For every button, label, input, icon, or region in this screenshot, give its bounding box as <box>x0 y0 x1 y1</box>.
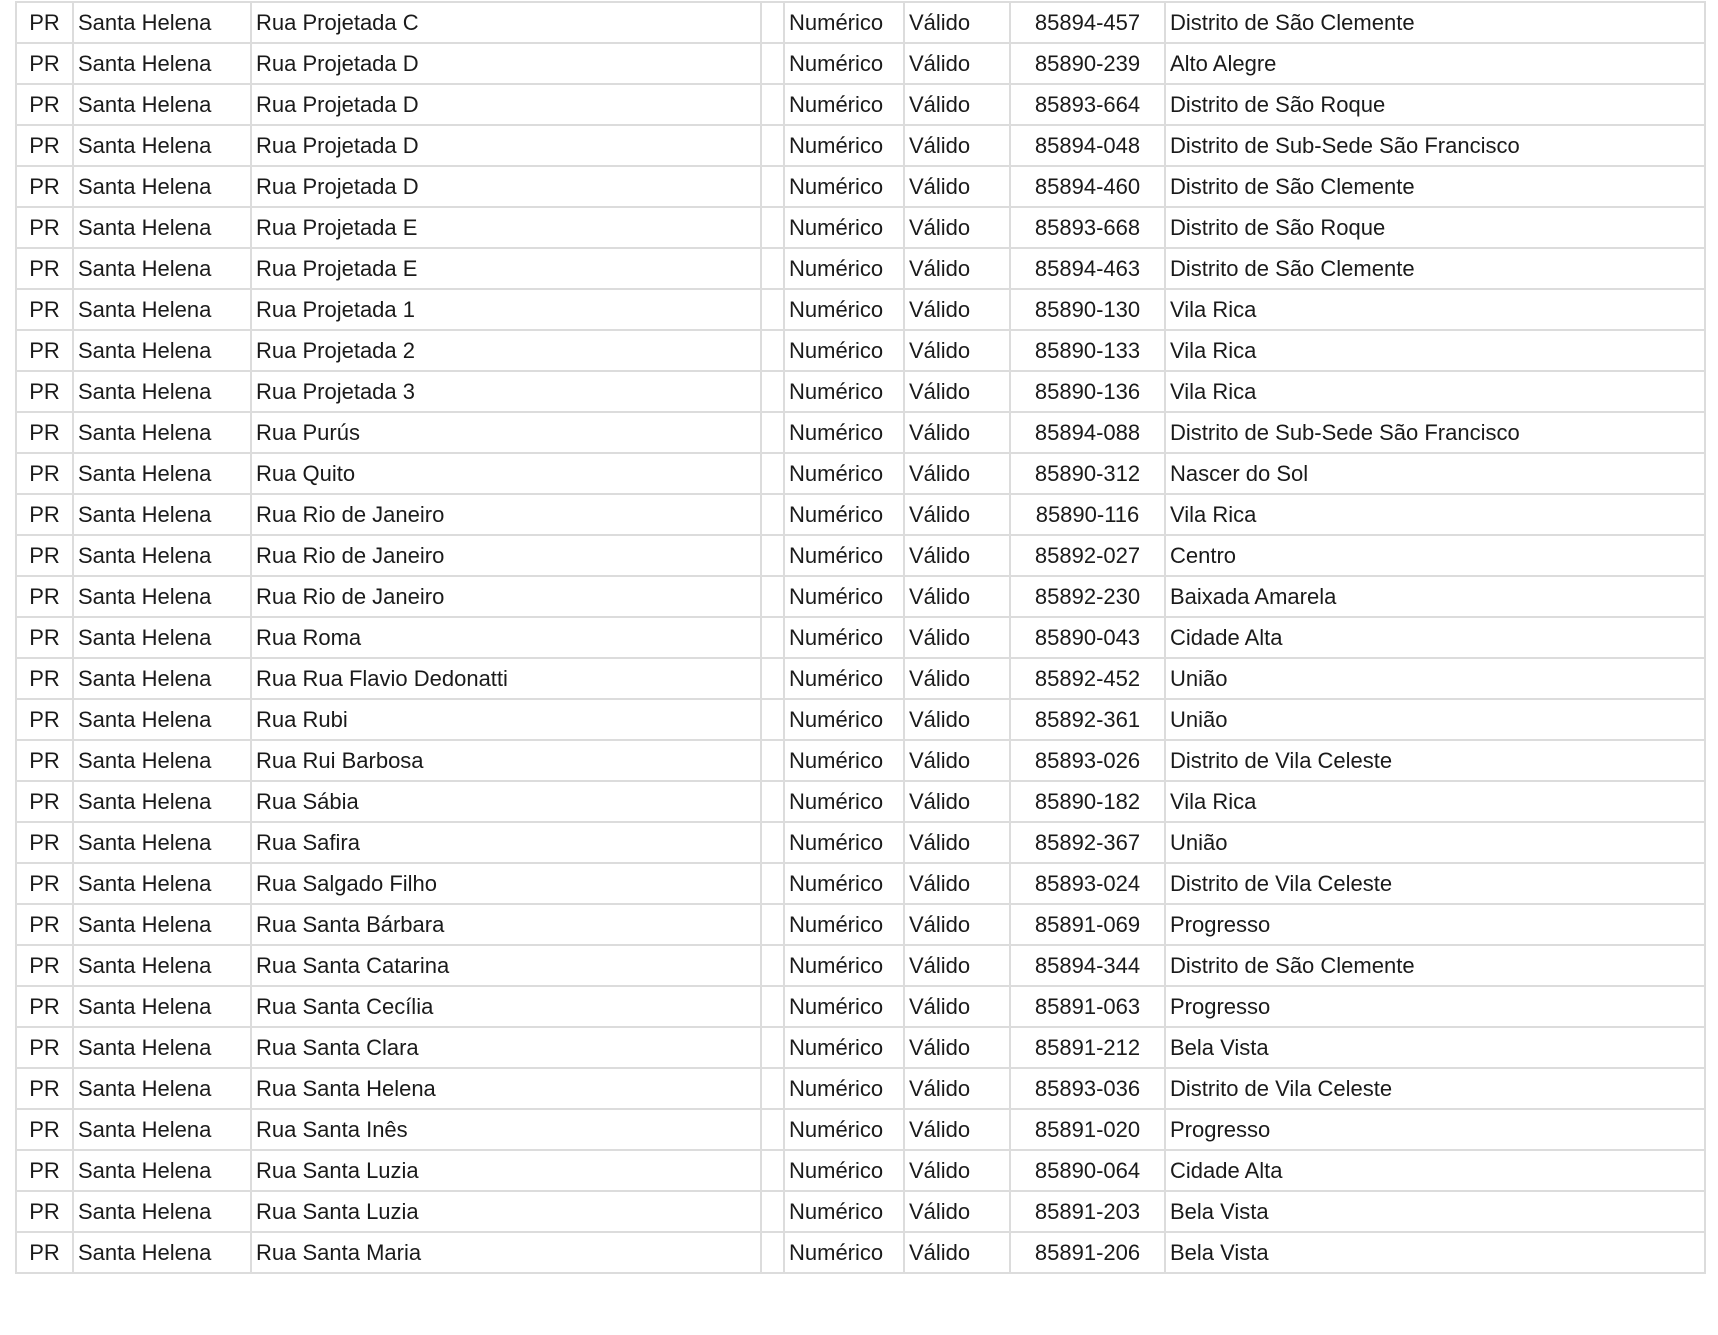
bairro-cell: Distrito de São Clemente <box>1165 945 1705 986</box>
cidade-cell: Santa Helena <box>73 986 251 1027</box>
cidade-cell: Santa Helena <box>73 125 251 166</box>
cep-cell: 85894-344 <box>1010 945 1165 986</box>
uf-cell: PR <box>16 904 73 945</box>
logradouro-cell: Rua Quito <box>251 453 761 494</box>
cep-cell: 85890-116 <box>1010 494 1165 535</box>
uf-cell: PR <box>16 166 73 207</box>
situacao-cell: Válido <box>904 248 1010 289</box>
uf-cell: PR <box>16 576 73 617</box>
complemento-cell <box>761 1109 784 1150</box>
logradouro-cell: Rua Rio de Janeiro <box>251 535 761 576</box>
cidade-cell: Santa Helena <box>73 1109 251 1150</box>
cidade-cell: Santa Helena <box>73 1027 251 1068</box>
logradouro-cell: Rua Santa Luzia <box>251 1150 761 1191</box>
situacao-cell: Válido <box>904 125 1010 166</box>
complemento-cell <box>761 412 784 453</box>
bairro-cell: Distrito de São Clemente <box>1165 248 1705 289</box>
logradouro-cell: Rua Santa Clara <box>251 1027 761 1068</box>
logradouro-cell: Rua Projetada D <box>251 125 761 166</box>
situacao-cell: Válido <box>904 207 1010 248</box>
uf-cell: PR <box>16 412 73 453</box>
logradouro-cell: Rua Projetada D <box>251 166 761 207</box>
logradouro-cell: Rua Roma <box>251 617 761 658</box>
complemento-cell <box>761 248 784 289</box>
situacao-cell: Válido <box>904 740 1010 781</box>
bairro-cell: União <box>1165 658 1705 699</box>
cidade-cell: Santa Helena <box>73 822 251 863</box>
uf-cell: PR <box>16 699 73 740</box>
bairro-cell: União <box>1165 822 1705 863</box>
tipo-cell: Numérico <box>784 863 904 904</box>
logradouro-cell: Rua Salgado Filho <box>251 863 761 904</box>
cidade-cell: Santa Helena <box>73 863 251 904</box>
logradouro-cell: Rua Santa Bárbara <box>251 904 761 945</box>
complemento-cell <box>761 740 784 781</box>
bairro-cell: Progresso <box>1165 1109 1705 1150</box>
cep-cell: 85892-027 <box>1010 535 1165 576</box>
tipo-cell: Numérico <box>784 1068 904 1109</box>
cidade-cell: Santa Helena <box>73 617 251 658</box>
table-row <box>16 1191 1705 1232</box>
uf-cell: PR <box>16 1232 73 1273</box>
tipo-cell: Numérico <box>784 822 904 863</box>
bairro-cell: Distrito de São Roque <box>1165 84 1705 125</box>
bairro-cell: Progresso <box>1165 986 1705 1027</box>
cep-cell: 85894-048 <box>1010 125 1165 166</box>
complemento-cell <box>761 207 784 248</box>
complemento-cell <box>761 166 784 207</box>
logradouro-cell: Rua Safira <box>251 822 761 863</box>
cidade-cell: Santa Helena <box>73 1150 251 1191</box>
logradouro-cell: Rua Projetada 2 <box>251 330 761 371</box>
cidade-cell: Santa Helena <box>73 576 251 617</box>
table-row <box>16 535 1705 576</box>
table-row <box>16 740 1705 781</box>
table-row <box>16 699 1705 740</box>
complemento-cell <box>761 371 784 412</box>
bairro-cell: Distrito de Vila Celeste <box>1165 740 1705 781</box>
complemento-cell <box>761 494 784 535</box>
cep-cell: 85893-668 <box>1010 207 1165 248</box>
cidade-cell: Santa Helena <box>73 781 251 822</box>
uf-cell: PR <box>16 863 73 904</box>
complemento-cell <box>761 576 784 617</box>
logradouro-cell: Rua Santa Cecília <box>251 986 761 1027</box>
uf-cell: PR <box>16 207 73 248</box>
situacao-cell: Válido <box>904 1150 1010 1191</box>
cep-cell: 85893-036 <box>1010 1068 1165 1109</box>
situacao-cell: Válido <box>904 43 1010 84</box>
complemento-cell <box>761 658 784 699</box>
logradouro-cell: Rua Projetada 3 <box>251 371 761 412</box>
table-row <box>16 1150 1705 1191</box>
situacao-cell: Válido <box>904 412 1010 453</box>
bairro-cell: Alto Alegre <box>1165 43 1705 84</box>
bairro-cell: Centro <box>1165 535 1705 576</box>
tipo-cell: Numérico <box>784 945 904 986</box>
uf-cell: PR <box>16 617 73 658</box>
cidade-cell: Santa Helena <box>73 535 251 576</box>
logradouro-cell: Rua Projetada D <box>251 84 761 125</box>
bairro-cell: Distrito de Sub-Sede São Francisco <box>1165 412 1705 453</box>
logradouro-cell: Rua Rubi <box>251 699 761 740</box>
bairro-cell: Cidade Alta <box>1165 1150 1705 1191</box>
cep-cell: 85891-069 <box>1010 904 1165 945</box>
situacao-cell: Válido <box>904 371 1010 412</box>
complemento-cell <box>761 84 784 125</box>
tipo-cell: Numérico <box>784 1109 904 1150</box>
table-row <box>16 84 1705 125</box>
logradouro-cell: Rua Rui Barbosa <box>251 740 761 781</box>
table-row <box>16 1232 1705 1273</box>
bairro-cell: Cidade Alta <box>1165 617 1705 658</box>
complemento-cell <box>761 535 784 576</box>
table-row <box>16 658 1705 699</box>
cep-listing-sheet <box>15 1 1706 1274</box>
logradouro-cell: Rua Rio de Janeiro <box>251 576 761 617</box>
cep-cell: 85890-136 <box>1010 371 1165 412</box>
situacao-cell: Válido <box>904 84 1010 125</box>
cep-cell: 85893-664 <box>1010 84 1165 125</box>
table-row <box>16 1109 1705 1150</box>
cidade-cell: Santa Helena <box>73 84 251 125</box>
uf-cell: PR <box>16 289 73 330</box>
tipo-cell: Numérico <box>784 740 904 781</box>
logradouro-cell: Rua Rua Flavio Dedonatti <box>251 658 761 699</box>
tipo-cell: Numérico <box>784 289 904 330</box>
complemento-cell <box>761 453 784 494</box>
uf-cell: PR <box>16 371 73 412</box>
bairro-cell: Distrito de São Roque <box>1165 207 1705 248</box>
cep-cell: 85890-133 <box>1010 330 1165 371</box>
bairro-cell: Vila Rica <box>1165 330 1705 371</box>
cidade-cell: Santa Helena <box>73 289 251 330</box>
cep-cell: 85890-130 <box>1010 289 1165 330</box>
situacao-cell: Válido <box>904 699 1010 740</box>
table-row <box>16 330 1705 371</box>
logradouro-cell: Rua Projetada E <box>251 207 761 248</box>
situacao-cell: Válido <box>904 863 1010 904</box>
bairro-cell: Vila Rica <box>1165 289 1705 330</box>
uf-cell: PR <box>16 125 73 166</box>
logradouro-cell: Rua Santa Maria <box>251 1232 761 1273</box>
uf-cell: PR <box>16 535 73 576</box>
bairro-cell: Baixada Amarela <box>1165 576 1705 617</box>
tipo-cell: Numérico <box>784 248 904 289</box>
bairro-cell: Vila Rica <box>1165 494 1705 535</box>
uf-cell: PR <box>16 248 73 289</box>
logradouro-cell: Rua Santa Inês <box>251 1109 761 1150</box>
cep-cell: 85893-024 <box>1010 863 1165 904</box>
cep-table-body <box>16 2 1705 1273</box>
logradouro-cell: Rua Projetada 1 <box>251 289 761 330</box>
complemento-cell <box>761 945 784 986</box>
bairro-cell: Distrito de Vila Celeste <box>1165 1068 1705 1109</box>
cep-cell: 85891-020 <box>1010 1109 1165 1150</box>
tipo-cell: Numérico <box>784 2 904 43</box>
bairro-cell: Nascer do Sol <box>1165 453 1705 494</box>
cep-cell: 85890-239 <box>1010 43 1165 84</box>
tipo-cell: Numérico <box>784 1232 904 1273</box>
situacao-cell: Válido <box>904 1232 1010 1273</box>
table-row <box>16 781 1705 822</box>
situacao-cell: Válido <box>904 1109 1010 1150</box>
bairro-cell: Distrito de Sub-Sede São Francisco <box>1165 125 1705 166</box>
table-row <box>16 371 1705 412</box>
cep-cell: 85890-043 <box>1010 617 1165 658</box>
cep-cell: 85890-312 <box>1010 453 1165 494</box>
cidade-cell: Santa Helena <box>73 904 251 945</box>
table-row <box>16 166 1705 207</box>
cidade-cell: Santa Helena <box>73 1232 251 1273</box>
table-row <box>16 945 1705 986</box>
table-row <box>16 863 1705 904</box>
logradouro-cell: Rua Projetada E <box>251 248 761 289</box>
complemento-cell <box>761 781 784 822</box>
cep-cell: 85892-361 <box>1010 699 1165 740</box>
uf-cell: PR <box>16 453 73 494</box>
complemento-cell <box>761 1232 784 1273</box>
situacao-cell: Válido <box>904 1191 1010 1232</box>
cep-cell: 85893-026 <box>1010 740 1165 781</box>
tipo-cell: Numérico <box>784 781 904 822</box>
logradouro-cell: Rua Santa Luzia <box>251 1191 761 1232</box>
situacao-cell: Válido <box>904 781 1010 822</box>
table-row <box>16 494 1705 535</box>
situacao-cell: Válido <box>904 986 1010 1027</box>
situacao-cell: Válido <box>904 289 1010 330</box>
cidade-cell: Santa Helena <box>73 453 251 494</box>
cidade-cell: Santa Helena <box>73 330 251 371</box>
cep-table <box>15 1 1706 1274</box>
cep-cell: 85894-088 <box>1010 412 1165 453</box>
uf-cell: PR <box>16 43 73 84</box>
cep-cell: 85891-206 <box>1010 1232 1165 1273</box>
table-row <box>16 125 1705 166</box>
table-row <box>16 904 1705 945</box>
bairro-cell: Vila Rica <box>1165 781 1705 822</box>
complemento-cell <box>761 863 784 904</box>
situacao-cell: Válido <box>904 617 1010 658</box>
complemento-cell <box>761 904 784 945</box>
uf-cell: PR <box>16 945 73 986</box>
situacao-cell: Válido <box>904 658 1010 699</box>
complemento-cell <box>761 1191 784 1232</box>
complemento-cell <box>761 822 784 863</box>
tipo-cell: Numérico <box>784 1191 904 1232</box>
uf-cell: PR <box>16 1150 73 1191</box>
table-row <box>16 617 1705 658</box>
situacao-cell: Válido <box>904 535 1010 576</box>
complemento-cell <box>761 699 784 740</box>
situacao-cell: Válido <box>904 576 1010 617</box>
cep-cell: 85894-463 <box>1010 248 1165 289</box>
uf-cell: PR <box>16 740 73 781</box>
bairro-cell: Vila Rica <box>1165 371 1705 412</box>
situacao-cell: Válido <box>904 453 1010 494</box>
tipo-cell: Numérico <box>784 453 904 494</box>
cep-cell: 85891-203 <box>1010 1191 1165 1232</box>
logradouro-cell: Rua Santa Helena <box>251 1068 761 1109</box>
cidade-cell: Santa Helena <box>73 371 251 412</box>
cep-cell: 85894-460 <box>1010 166 1165 207</box>
tipo-cell: Numérico <box>784 166 904 207</box>
uf-cell: PR <box>16 84 73 125</box>
table-row <box>16 1027 1705 1068</box>
bairro-cell: União <box>1165 699 1705 740</box>
tipo-cell: Numérico <box>784 1150 904 1191</box>
uf-cell: PR <box>16 822 73 863</box>
cep-cell: 85892-367 <box>1010 822 1165 863</box>
logradouro-cell: Rua Purús <box>251 412 761 453</box>
cidade-cell: Santa Helena <box>73 207 251 248</box>
tipo-cell: Numérico <box>784 576 904 617</box>
tipo-cell: Numérico <box>784 43 904 84</box>
table-row <box>16 412 1705 453</box>
uf-cell: PR <box>16 494 73 535</box>
cidade-cell: Santa Helena <box>73 1068 251 1109</box>
uf-cell: PR <box>16 1191 73 1232</box>
uf-cell: PR <box>16 2 73 43</box>
tipo-cell: Numérico <box>784 658 904 699</box>
cep-cell: 85891-212 <box>1010 1027 1165 1068</box>
logradouro-cell: Rua Rio de Janeiro <box>251 494 761 535</box>
complemento-cell <box>761 617 784 658</box>
complemento-cell <box>761 2 784 43</box>
tipo-cell: Numérico <box>784 207 904 248</box>
complemento-cell <box>761 1150 784 1191</box>
logradouro-cell: Rua Sábia <box>251 781 761 822</box>
cep-cell: 85891-063 <box>1010 986 1165 1027</box>
situacao-cell: Válido <box>904 166 1010 207</box>
cep-cell: 85890-182 <box>1010 781 1165 822</box>
tipo-cell: Numérico <box>784 535 904 576</box>
cep-cell: 85890-064 <box>1010 1150 1165 1191</box>
complemento-cell <box>761 1027 784 1068</box>
table-row <box>16 289 1705 330</box>
cidade-cell: Santa Helena <box>73 2 251 43</box>
cidade-cell: Santa Helena <box>73 166 251 207</box>
tipo-cell: Numérico <box>784 494 904 535</box>
uf-cell: PR <box>16 658 73 699</box>
situacao-cell: Válido <box>904 904 1010 945</box>
table-row <box>16 576 1705 617</box>
complemento-cell <box>761 125 784 166</box>
tipo-cell: Numérico <box>784 699 904 740</box>
table-row <box>16 207 1705 248</box>
situacao-cell: Válido <box>904 1068 1010 1109</box>
uf-cell: PR <box>16 986 73 1027</box>
table-row <box>16 822 1705 863</box>
cidade-cell: Santa Helena <box>73 658 251 699</box>
tipo-cell: Numérico <box>784 371 904 412</box>
cep-cell: 85894-457 <box>1010 2 1165 43</box>
bairro-cell: Bela Vista <box>1165 1191 1705 1232</box>
situacao-cell: Válido <box>904 2 1010 43</box>
tipo-cell: Numérico <box>784 84 904 125</box>
uf-cell: PR <box>16 330 73 371</box>
bairro-cell: Distrito de São Clemente <box>1165 2 1705 43</box>
cidade-cell: Santa Helena <box>73 699 251 740</box>
cidade-cell: Santa Helena <box>73 412 251 453</box>
cidade-cell: Santa Helena <box>73 740 251 781</box>
cidade-cell: Santa Helena <box>73 945 251 986</box>
bairro-cell: Bela Vista <box>1165 1232 1705 1273</box>
cep-cell: 85892-452 <box>1010 658 1165 699</box>
situacao-cell: Válido <box>904 330 1010 371</box>
logradouro-cell: Rua Santa Catarina <box>251 945 761 986</box>
situacao-cell: Válido <box>904 494 1010 535</box>
complemento-cell <box>761 43 784 84</box>
bairro-cell: Progresso <box>1165 904 1705 945</box>
tipo-cell: Numérico <box>784 986 904 1027</box>
tipo-cell: Numérico <box>784 904 904 945</box>
complemento-cell <box>761 289 784 330</box>
uf-cell: PR <box>16 1068 73 1109</box>
complemento-cell <box>761 330 784 371</box>
table-row <box>16 43 1705 84</box>
situacao-cell: Válido <box>904 822 1010 863</box>
tipo-cell: Numérico <box>784 412 904 453</box>
cidade-cell: Santa Helena <box>73 248 251 289</box>
bairro-cell: Bela Vista <box>1165 1027 1705 1068</box>
bairro-cell: Distrito de São Clemente <box>1165 166 1705 207</box>
situacao-cell: Válido <box>904 1027 1010 1068</box>
cep-cell: 85892-230 <box>1010 576 1165 617</box>
table-row <box>16 248 1705 289</box>
uf-cell: PR <box>16 1109 73 1150</box>
complemento-cell <box>761 1068 784 1109</box>
uf-cell: PR <box>16 1027 73 1068</box>
tipo-cell: Numérico <box>784 617 904 658</box>
tipo-cell: Numérico <box>784 330 904 371</box>
cidade-cell: Santa Helena <box>73 43 251 84</box>
logradouro-cell: Rua Projetada C <box>251 2 761 43</box>
logradouro-cell: Rua Projetada D <box>251 43 761 84</box>
complemento-cell <box>761 986 784 1027</box>
uf-cell: PR <box>16 781 73 822</box>
bairro-cell: Distrito de Vila Celeste <box>1165 863 1705 904</box>
tipo-cell: Numérico <box>784 125 904 166</box>
tipo-cell: Numérico <box>784 1027 904 1068</box>
cidade-cell: Santa Helena <box>73 494 251 535</box>
situacao-cell: Válido <box>904 945 1010 986</box>
table-row <box>16 2 1705 43</box>
table-row <box>16 453 1705 494</box>
table-row <box>16 1068 1705 1109</box>
cidade-cell: Santa Helena <box>73 1191 251 1232</box>
table-row <box>16 986 1705 1027</box>
